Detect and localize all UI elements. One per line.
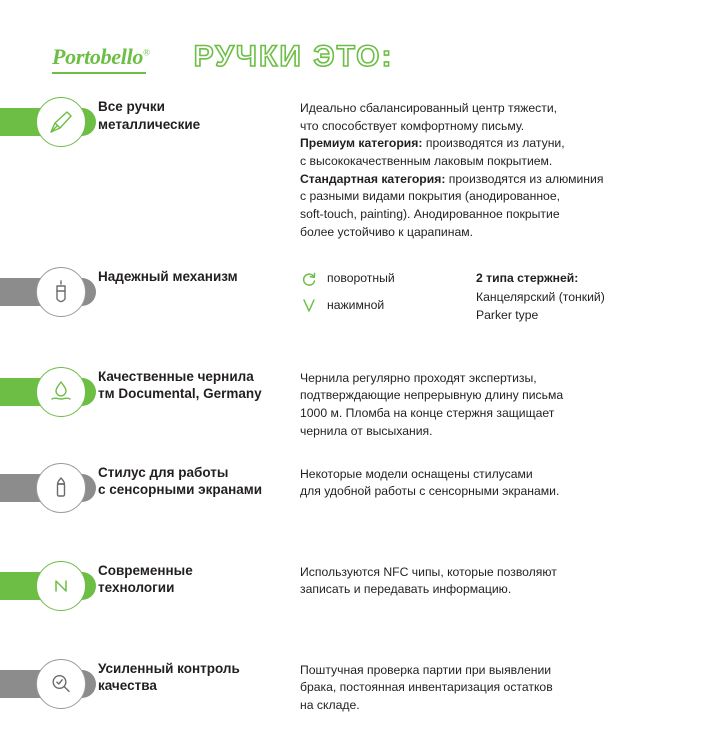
brand-name: Portobello (52, 44, 144, 69)
desc-line: Поштучная проверка партии при выявлении (300, 662, 552, 677)
feature-row-mechanism (0, 270, 700, 344)
feature-description (300, 466, 700, 501)
desc-line: Чернила регулярно проходят экспертизы, (300, 370, 537, 385)
desc-rest: производятся из алюминия (445, 171, 604, 186)
desc-bold: Стандартная категория: (300, 171, 446, 186)
desc-line: подтверждающие непрерывную длину письма (300, 388, 564, 403)
feature-label-block (0, 270, 300, 344)
mechanism-item (300, 297, 450, 315)
page-headline: РУЧКИ ЭТО: (193, 40, 394, 73)
mechanism-columns (300, 270, 676, 325)
feature-label-block (0, 370, 300, 444)
mechanism-label: нажимной (327, 297, 385, 312)
desc-line: с разными видами покрытия (анодированное, (300, 189, 560, 204)
nfc-wave-icon (36, 561, 86, 611)
brand-logo (52, 44, 150, 70)
brand-registered-mark: ® (143, 47, 150, 58)
refill-types (476, 270, 676, 325)
desc-line (300, 171, 666, 189)
desc-line (300, 135, 666, 153)
desc-rest: производятся из латуни, (422, 136, 565, 151)
feature-list (0, 100, 700, 736)
feature-title-line1: Все ручки (98, 99, 165, 114)
desc-line: что способствует комфортному письму. (300, 118, 525, 133)
magnifier-check-icon (36, 659, 86, 709)
feature-title-line1: Качественные чернила (98, 368, 254, 384)
desc-line: более устойчиво к царапинам. (300, 224, 473, 239)
feature-title-line2: технологии (98, 580, 175, 596)
refill-types-title: 2 типа стержней: (476, 270, 579, 285)
stylus-tip-icon (36, 463, 86, 513)
feature-label-block (0, 100, 300, 174)
desc-line: Некоторые модели оснащены стилусами (300, 466, 533, 481)
feature-description (300, 370, 700, 441)
feature-title-line2: с сенсорными экранами (98, 482, 263, 498)
mechanism-types (300, 270, 450, 325)
feature-title (98, 98, 298, 133)
pen-nib-icon (36, 97, 86, 147)
pen-click-icon (36, 267, 86, 317)
press-down-icon (300, 297, 318, 315)
desc-line: Идеально сбалансированный центр тяжести, (300, 101, 558, 115)
feature-title-line1: Усиленный контроль (98, 660, 240, 676)
desc-line: чернила от высыхания. (300, 423, 433, 438)
mechanism-item (300, 270, 450, 288)
desc-line: Используются NFC чипы, которые позволяют (300, 564, 557, 579)
feature-row-metal-pens (0, 100, 700, 242)
feature-row-stylus (0, 466, 700, 540)
desc-line: на складе. (300, 697, 360, 712)
feature-row-technology (0, 564, 700, 638)
feature-title-line1: Стилус для работы (98, 464, 229, 480)
feature-title (98, 562, 298, 597)
feature-description (300, 662, 700, 715)
desc-bold: Премиум категория: (300, 136, 423, 151)
rotate-icon (300, 270, 318, 288)
feature-title-line2: тм Documental, Germany (98, 386, 262, 402)
feature-row-quality-control (0, 662, 700, 736)
desc-line: soft-touch, painting). Анодированное покрытие (300, 207, 560, 222)
feature-description (300, 100, 700, 242)
feature-label-block (0, 662, 300, 736)
mechanism-label: поворотный (327, 270, 395, 285)
feature-title-line2: металлические (98, 116, 201, 132)
desc-line: записать и передавать информацию. (300, 582, 512, 597)
feature-title (98, 660, 298, 695)
refill-item: Канцелярский (тонкий) (476, 290, 605, 305)
feature-title-line2: качества (98, 678, 157, 694)
feature-row-ink (0, 370, 700, 444)
feature-label-block (0, 564, 300, 638)
brand-underline (52, 72, 146, 74)
feature-title-line1: Современные (98, 562, 193, 578)
feature-title (98, 464, 298, 499)
desc-line: для удобной работы с сенсорными экранами. (300, 484, 560, 499)
refill-item: Parker type (476, 307, 539, 322)
header (0, 0, 700, 86)
ink-drop-hand-icon (36, 367, 86, 417)
feature-description (300, 564, 700, 599)
desc-line: с высококачественным лаковым покрытием. (300, 154, 553, 169)
feature-description (300, 270, 710, 325)
desc-line: 1000 м. Пломба на конце стержня защищает (300, 405, 555, 420)
feature-title-line1: Надежный механизм (98, 268, 238, 284)
feature-title (98, 268, 298, 286)
feature-label-block (0, 466, 300, 540)
feature-title (98, 368, 298, 403)
desc-line: брака, постоянная инвентаризация остатков (300, 680, 553, 695)
